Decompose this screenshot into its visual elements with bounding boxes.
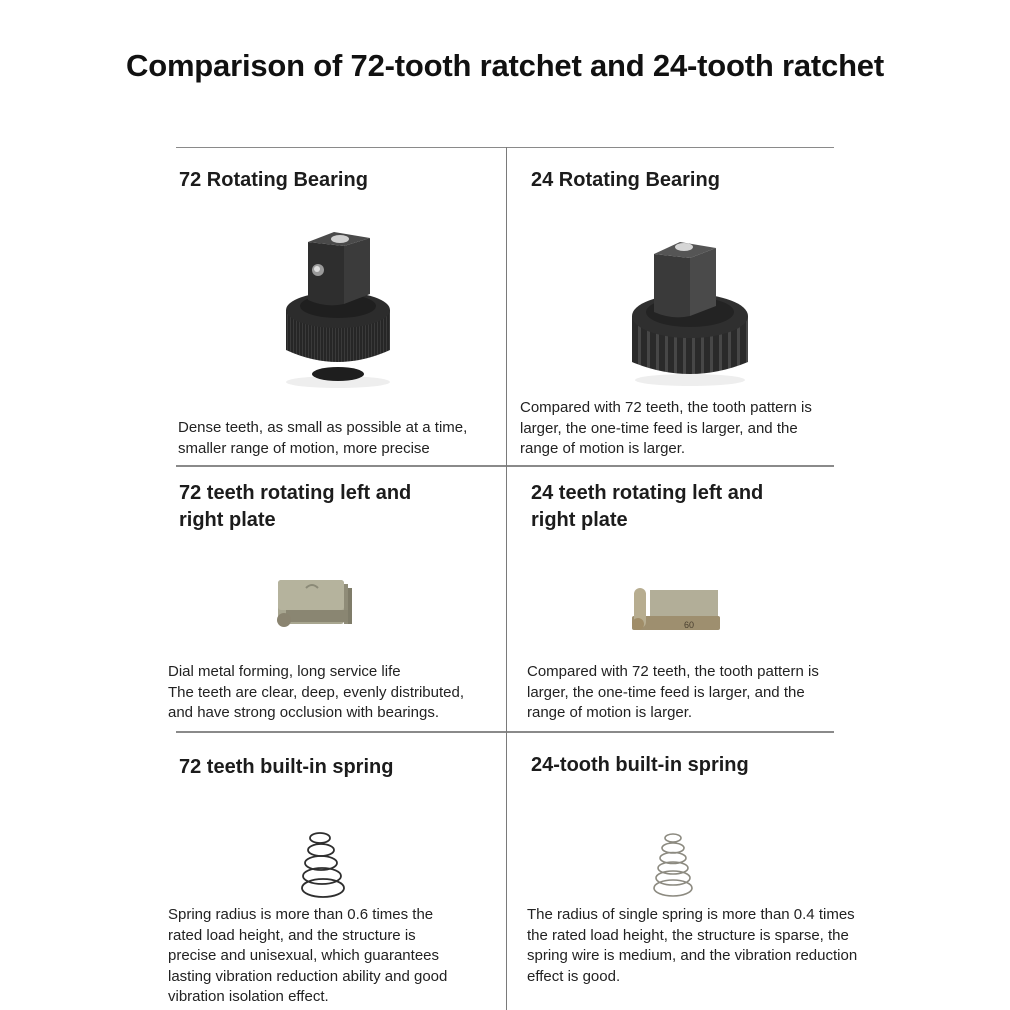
desc-24-spring: The radius of single spring is more than 0.4 times the rated load height, the structure is sparse, the spring wire is medium, and the vibration reduction effect is good. xyxy=(527,906,858,985)
divider-center xyxy=(506,147,507,1010)
spring-24-image xyxy=(650,830,698,900)
bearing-24-image xyxy=(620,230,760,390)
spring-72-image xyxy=(298,830,348,900)
desc-72-plate: Dial metal forming, long service life The teeth are clear, deep, evenly distributed, and have strong occlusion with bearings. xyxy=(168,663,465,721)
desc-72-spring: Spring radius is more than 0.6 times the rated load height, and the structure is precise and unisexual, which guarantees lasting vibration reduction ability and good vibration isolation effect. xyxy=(168,906,448,1005)
desc-24-bearing: Compared with 72 teeth, the tooth pattern is larger, the one-time feed is larger, and the range of motion is larger. xyxy=(520,399,812,457)
svg-text:60: 60 xyxy=(684,620,695,630)
desc-24-plate: Compared with 72 teeth, the tooth pattern is larger, the one-time feed is larger, and the range of motion is larger. xyxy=(527,663,819,721)
heading-72-spring: 72 teeth built-in spring xyxy=(179,756,394,778)
pawl-plate-24-image xyxy=(628,586,728,634)
divider-top xyxy=(176,147,834,148)
pawl-plate-72-image xyxy=(272,574,357,630)
heading-24-spring: 24-tooth built-in spring xyxy=(531,754,749,776)
divider-row-1 xyxy=(176,465,834,467)
heading-72-plate: 72 teeth rotating left and right plate xyxy=(179,482,412,531)
heading-24-plate: 24 teeth rotating left and right plate xyxy=(531,482,764,531)
divider-row-2 xyxy=(176,731,834,733)
page-title: Comparison of 72-tooth ratchet and 24-tooth ratchet xyxy=(126,48,884,83)
heading-72-bearing: 72 Rotating Bearing xyxy=(179,169,368,191)
heading-24-bearing: 24 Rotating Bearing xyxy=(531,169,720,191)
desc-72-bearing: Dense teeth, as small as possible at a time, smaller range of motion, more precise xyxy=(178,419,468,457)
bearing-72-image xyxy=(278,222,398,392)
